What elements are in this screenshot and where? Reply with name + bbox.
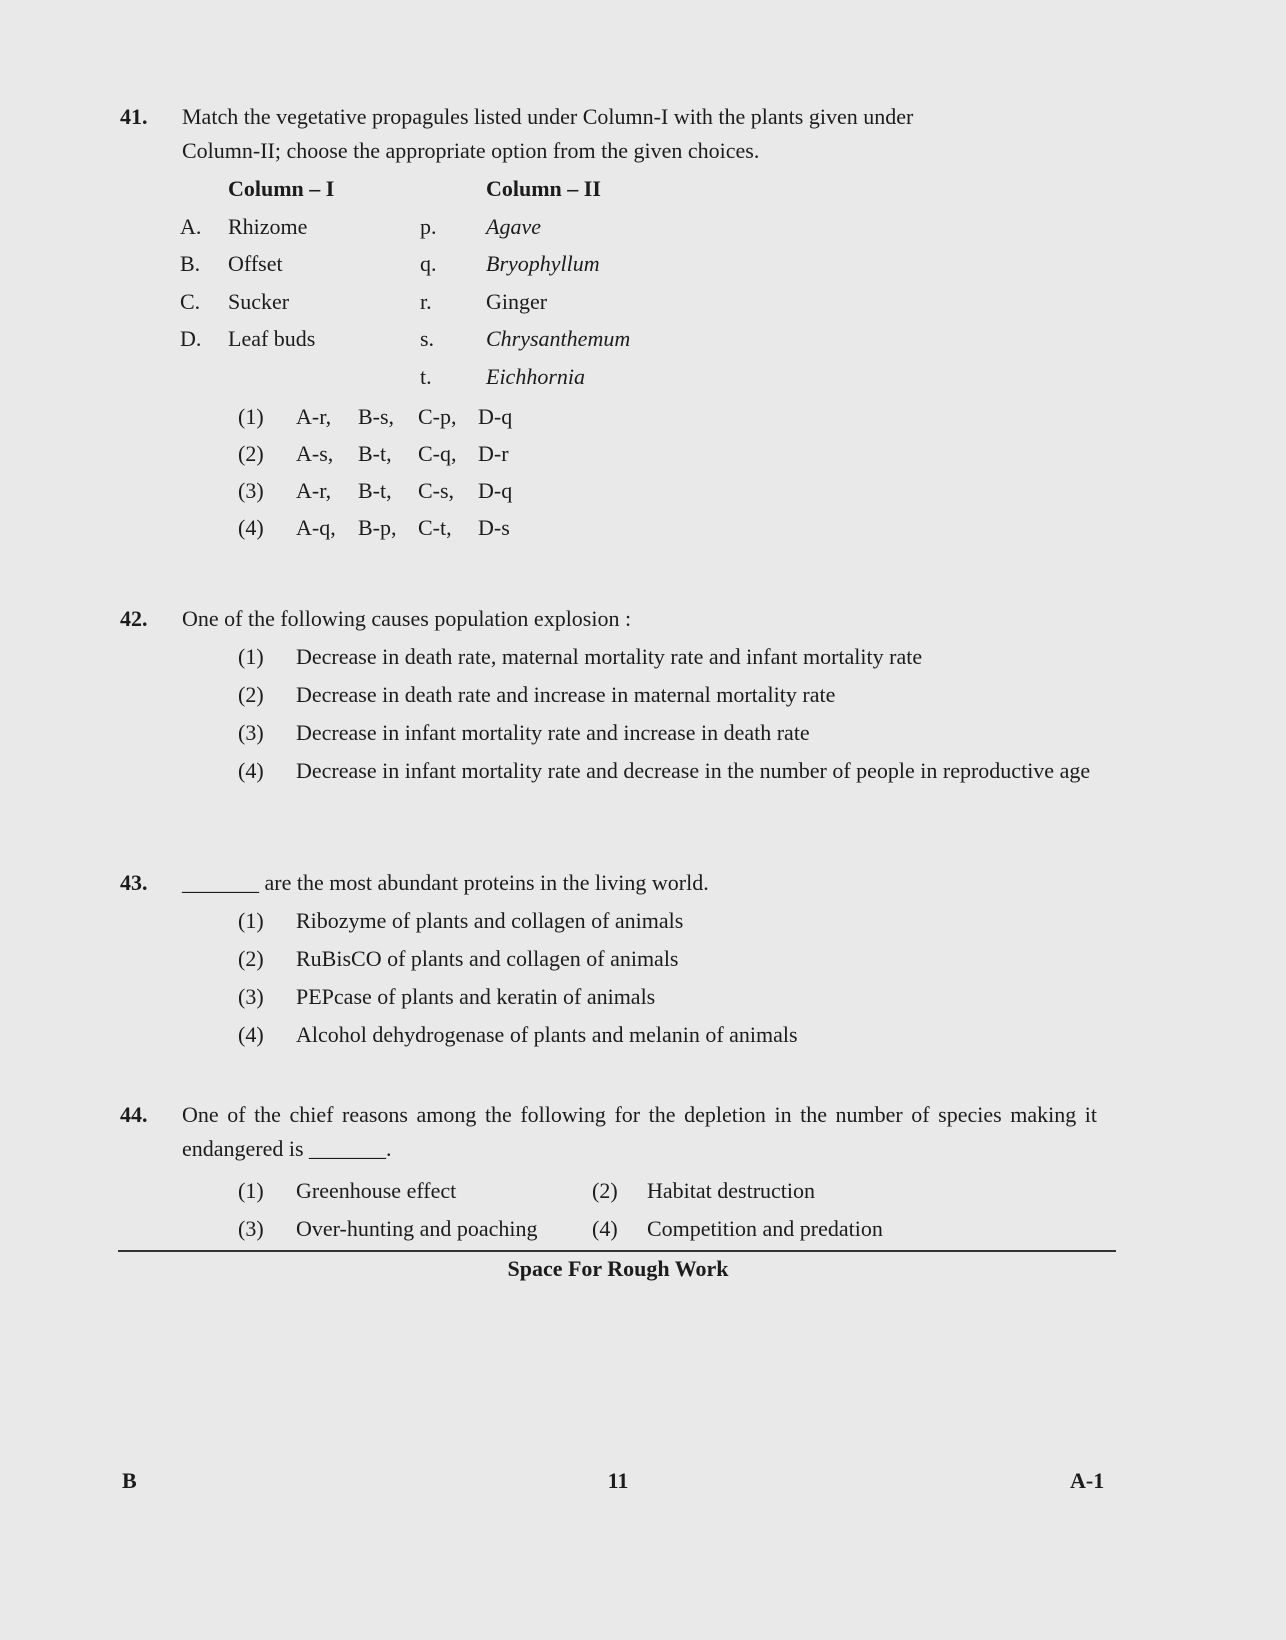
option-part: B-p,	[358, 515, 397, 540]
question-number: 44.	[120, 1102, 148, 1127]
question-42	[120, 602, 1100, 822]
row-item: Sucker	[228, 289, 290, 314]
option-text: Competition and predation	[647, 1216, 883, 1241]
option-part: A-q,	[296, 515, 336, 540]
option-text: Habitat destruction	[647, 1178, 816, 1203]
column-1-header: Column – I	[228, 176, 335, 201]
option-number: (4)	[592, 1216, 618, 1241]
row-item: Rhizome	[228, 214, 308, 239]
row-item: Leaf buds	[228, 326, 316, 351]
option-text: Ribozyme of plants and collagen of animals	[296, 908, 684, 933]
question-43	[120, 866, 1100, 1046]
row-letter: C.	[180, 289, 201, 314]
option-text: RuBisCO of plants and collagen of animals	[296, 946, 679, 971]
series-label: B	[122, 1468, 137, 1493]
question-44	[120, 1098, 1100, 1248]
option-text: Decrease in death rate and increase in maternal mortality rate	[296, 682, 836, 707]
option-text: Over-hunting and poaching	[296, 1216, 538, 1241]
row-plant: Ginger	[486, 289, 548, 314]
option-number: (4)	[238, 1022, 264, 1047]
option-part: C-s,	[418, 478, 455, 503]
question-text: One of the following causes population explosion :	[182, 606, 632, 631]
option-number: (2)	[238, 441, 264, 466]
option-text: Alcohol dehydrogenase of plants and melanin of animals	[296, 1022, 798, 1047]
option-number: (2)	[238, 682, 264, 707]
option-text: Decrease in death rate, maternal mortality rate and infant mortality rate	[296, 644, 923, 669]
option-number: (2)	[592, 1178, 618, 1203]
question-text: are the most abundant proteins in the living world.	[264, 870, 709, 895]
rough-work-divider	[118, 1250, 1116, 1252]
option-text: Decrease in infant mortality rate and increase in death rate	[296, 720, 810, 745]
option-part: B-t,	[358, 478, 392, 503]
row-letter: A.	[180, 214, 202, 239]
option-number: (1)	[238, 404, 264, 429]
option-number: (1)	[238, 1178, 264, 1203]
question-text: One of the chief reasons among the following for the depletion in the number of species making it endangered is _______.	[182, 1102, 1097, 1161]
option-number: (4)	[238, 758, 264, 783]
question-text-line-1: Match the vegetative propagules listed under Column-I with the plants given under	[182, 104, 914, 129]
option-number: (2)	[238, 946, 264, 971]
row-letter: B.	[180, 251, 201, 276]
option-part: D-s	[478, 515, 510, 540]
question-41	[120, 100, 1100, 560]
row-plant: Agave	[486, 214, 541, 239]
option-part: A-r,	[296, 404, 332, 429]
page-number: 11	[607, 1468, 629, 1493]
option-number: (1)	[238, 644, 264, 669]
option-part: C-q,	[418, 441, 457, 466]
row-code: q.	[420, 251, 437, 276]
answer-blank: _______	[182, 870, 259, 895]
rough-work-label: Space For Rough Work	[507, 1256, 729, 1281]
question-text-line-2: Column-II; choose the appropriate option from the given choices.	[182, 138, 760, 163]
row-letter: D.	[180, 326, 202, 351]
row-code: s.	[420, 326, 435, 351]
row-code: p.	[420, 214, 437, 239]
option-part: C-p,	[418, 404, 457, 429]
option-number: (4)	[238, 515, 264, 540]
row-code: r.	[420, 289, 432, 314]
option-part: B-s,	[358, 404, 395, 429]
option-part: D-q	[478, 404, 513, 429]
option-number: (3)	[238, 984, 264, 1009]
option-text: Greenhouse effect	[296, 1178, 457, 1203]
option-part: A-s,	[296, 441, 334, 466]
option-number: (3)	[238, 478, 264, 503]
row-item: Offset	[228, 251, 283, 276]
row-plant: Chrysanthemum	[486, 326, 631, 351]
option-text: PEPcase of plants and keratin of animals	[296, 984, 656, 1009]
row-plant: Eichhornia	[486, 364, 585, 389]
option-part: A-r,	[296, 478, 332, 503]
option-part: D-r	[478, 441, 509, 466]
option-part: D-q	[478, 478, 513, 503]
option-number: (1)	[238, 908, 264, 933]
paper-code: A-1	[1070, 1468, 1105, 1493]
question-number: 43.	[120, 870, 148, 895]
row-code: t.	[420, 364, 432, 389]
option-number: (3)	[238, 1216, 264, 1241]
option-number: (3)	[238, 720, 264, 745]
question-number: 41.	[120, 104, 148, 129]
row-plant: Bryophyllum	[486, 251, 600, 276]
option-part: C-t,	[418, 515, 452, 540]
option-part: B-t,	[358, 441, 392, 466]
column-2-header: Column – II	[486, 176, 601, 201]
option-text: Decrease in infant mortality rate and decrease in the number of people in reproductive age	[296, 758, 1091, 783]
question-number: 42.	[120, 606, 148, 631]
